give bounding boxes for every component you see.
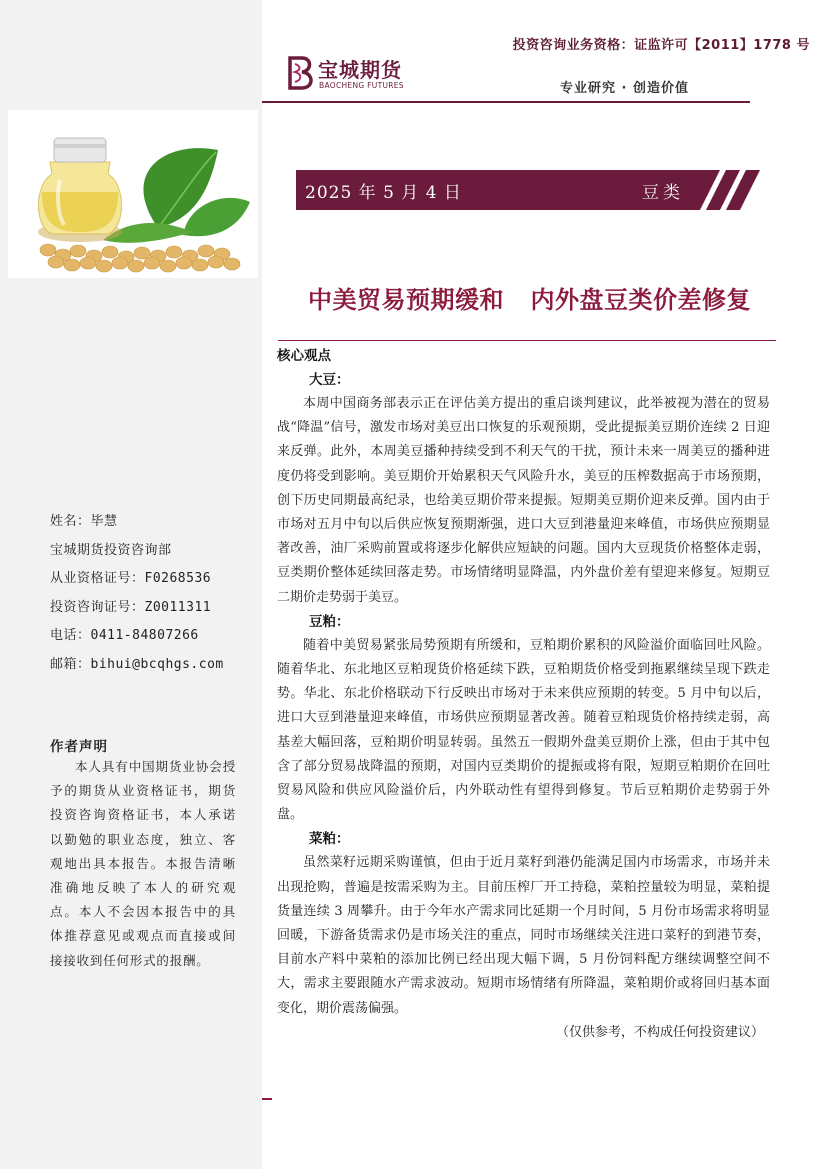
section-text-rapeseed-meal: 虽然菜籽远期采购谨慎，但由于近月菜籽到港仍能满足国内市场需求，市场并未出现抢购，普遍是按需采购为主。目前压榨厂开工持稳，菜粕控量较为明显，菜粕提货量连续 3 周攀升。由于今年水产需求同比延期一个月时间，5 月份市场需求将明显回暖，下游备货需求仍是市场关注的重点，同时市场继续关注进口菜籽的到港节奏，目前水产料中菜粕的添加比例已经出现大幅下调，5 月份饲料配方继续调整空间不大，需求主要跟随水产需求波动。短期市场情绪有所降温，菜粕期价或将回归基本面变化，期价震荡偏强。 [277, 855, 770, 1016]
author-name: 姓名：毕慧 [50, 514, 118, 529]
author-contact [50, 508, 255, 680]
report-body [277, 344, 770, 1045]
author-declaration-text: 本人具有中国期货业协会授予的期货从业资格证书，期货投资咨询资格证书，本人承诺以勤勉的职业态度，独立、客观地出具本报告。本报告清晰准确地反映了本人的研究观点。本人不会因本报告中的具体推荐意见或观点而直接或间接接收到任何形式的报酬。 [50, 759, 236, 968]
author-declaration-heading: 作者声明 [50, 739, 108, 755]
section-text-soybean: 本周中国商务部表示正在评估美方提出的重启谈判建议，此举被视为潜在的贸易战“降温”信号，激发市场对美豆出口恢复的乐观预期，受此提振美豆期价连续 2 日迎来反弹。此外，本周美豆播种持续受到不利天气的干扰，预计未来一周美豆的播种进度仍将受到影响。美豆期价开始累积天气风险升水，美豆的压榨数据高于市场预期，创下历史同期最高纪录，也给美豆期价带来提振。短期美豆期价迎来反弹。国内由于市场对五月中旬以后供应恢复预期渐强，进口大豆到港量迎来峰值，市场供应预期显著改善，油厂采购前置或将逐步化解供应短缺的问题。国内大豆现货价格整体走弱，豆类期价整体延续回落走势。市场情绪明显降温，内外盘价差有望迎来修复。短期豆二期价走势弱于美豆。 [277, 396, 770, 605]
section-heading-soymeal: 豆粕： [309, 613, 350, 630]
logo-chinese-name: 宝城期货 [318, 58, 402, 82]
author-qualification-number: 从业资格证号：F0268536 [50, 571, 212, 587]
author-consulting-number: 投资咨询证号：Z0011311 [50, 599, 212, 615]
company-logo [286, 54, 436, 98]
section-text-soymeal: 随着中美贸易紧张局势预期有所缓和，豆粕期价累积的风险溢价面临回吐风险。随着华北、东北地区豆粕现货价格延续下跌，豆粕期货价格受到拖累继续呈现下跌走势。华北、东北价格联动下行反映出市场对于未来供应预期的转变。5 月中旬以后，进口大豆到港量迎来峰值，市场供应预期显著改善。随着豆粕现货价格持续走弱，高基差大幅回落，豆粕期价明显转弱。虽然五一假期外盘美豆期价上涨，但由于其中包含了部分贸易战降温的预期，对国内豆类期价的提振或将有限，短期豆粕期价在回吐贸易风险和供应风险溢价后，内外联动性有望得到修复。节后豆粕期价走势弱于外盘。 [277, 637, 770, 823]
section-heading-soybean: 大豆： [309, 372, 350, 388]
logo-english-name: BAOCHENG FUTURES [319, 81, 404, 90]
section-heading-rapeseed-meal: 菜粕： [309, 831, 350, 848]
report-title: 中美贸易预期缓和 内外盘豆类价差修复 [307, 286, 752, 314]
disclaimer: （仅供参考，不构成任何投资建议） [555, 1024, 764, 1040]
core-view-heading: 核心观点 [277, 348, 331, 364]
report-category: 豆类 [642, 183, 684, 203]
soybean-oil-photo [8, 110, 258, 278]
qualification-line: 投资咨询业务资格：证监许可【2011】1778 号 [512, 38, 810, 53]
slogan: 专业研究 · 创造价值 [560, 81, 689, 96]
author-email: 邮箱：bihui@bcqhgs.com [50, 656, 224, 672]
logo-mark-icon [286, 54, 316, 92]
author-department: 宝城期货投资咨询部 [50, 542, 172, 558]
title-divider [278, 340, 776, 341]
footer-mark [262, 1098, 272, 1100]
author-phone: 电话：0411-84807266 [50, 628, 199, 644]
report-date: 2025 年 5 月 4 日 [305, 183, 462, 203]
header-divider [262, 101, 750, 103]
